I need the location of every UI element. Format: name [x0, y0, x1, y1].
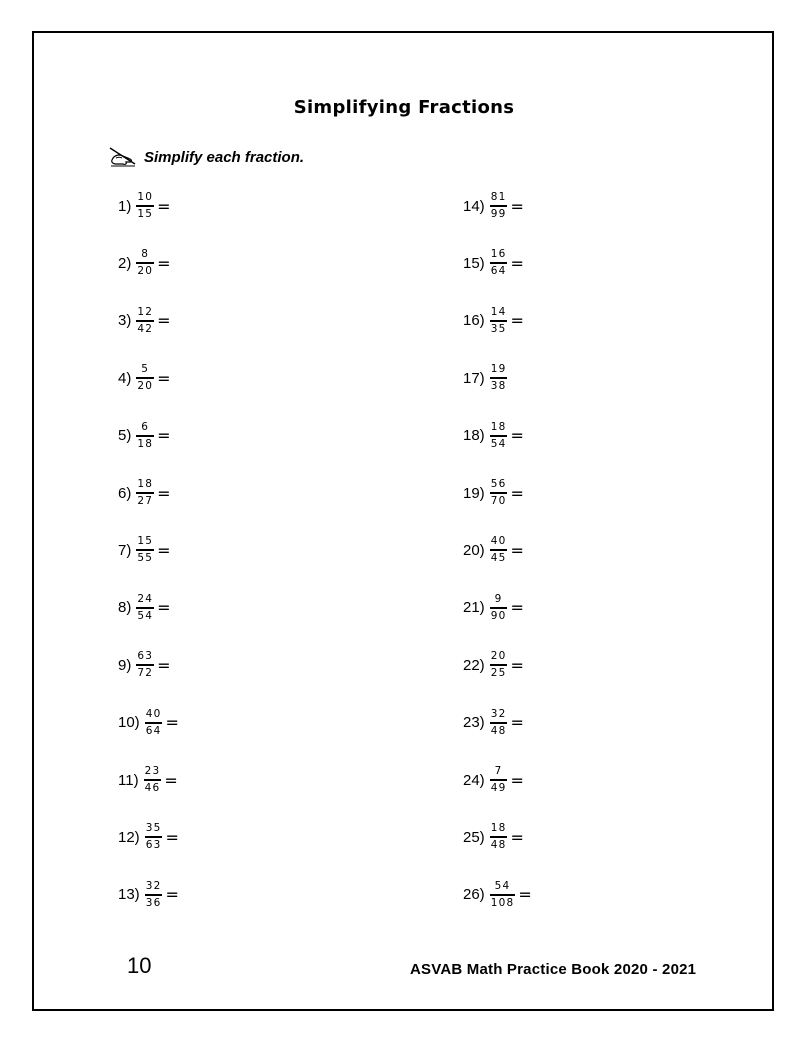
denominator: 27 — [137, 495, 154, 507]
equals-sign: = — [165, 827, 179, 847]
problem-number: 20) — [463, 541, 485, 559]
numerator: 18 — [490, 420, 507, 433]
denominator: 72 — [137, 667, 154, 680]
denominator: 35 — [490, 322, 507, 335]
numerator: 9 — [494, 592, 503, 605]
denominator: 25 — [490, 667, 507, 680]
denominator: 64 — [490, 265, 507, 278]
problem-number: 6) — [118, 484, 132, 502]
numerator: 14 — [490, 305, 507, 318]
denominator: 45 — [490, 552, 507, 565]
equals-sign: = — [510, 655, 524, 675]
fraction — [136, 191, 154, 221]
numerator: 6 — [141, 420, 150, 433]
equals-sign: = — [157, 655, 171, 675]
fraction — [145, 822, 163, 852]
denominator: 38 — [490, 380, 507, 393]
fraction — [490, 880, 516, 910]
problem-number: 12) — [118, 828, 140, 846]
problem-item — [118, 358, 171, 398]
numerator: 40 — [490, 535, 507, 548]
problem-number: 22) — [463, 656, 485, 674]
page-border — [32, 31, 774, 1011]
fraction — [145, 880, 163, 910]
numerator: 15 — [137, 535, 154, 548]
problem-item — [463, 703, 524, 743]
denominator: 55 — [137, 552, 154, 565]
numerator: 18 — [490, 822, 507, 835]
problem-item — [463, 760, 524, 800]
numerator: 63 — [137, 650, 154, 663]
problem-item — [463, 530, 524, 570]
problem-item — [118, 703, 179, 743]
denominator: 36 — [145, 896, 162, 909]
problem-number: 21) — [463, 599, 485, 617]
denominator: 70 — [490, 495, 507, 507]
fraction — [136, 248, 154, 278]
fraction — [490, 593, 508, 623]
equals-sign: = — [510, 483, 524, 503]
fraction — [136, 363, 154, 393]
problem-number: 13) — [118, 886, 140, 904]
equals-sign: = — [510, 540, 524, 560]
problem-item — [463, 817, 524, 857]
equals-sign: = — [510, 196, 524, 216]
numerator: 16 — [490, 248, 507, 261]
denominator: 48 — [490, 839, 507, 852]
problem-number: 26) — [463, 886, 485, 904]
problem-item — [118, 588, 171, 628]
problem-number: 9) — [118, 656, 132, 674]
numerator: 24 — [137, 592, 154, 605]
problem-item — [118, 645, 171, 685]
equals-sign: = — [157, 540, 171, 560]
equals-sign: = — [157, 368, 171, 388]
problem-number: 25) — [463, 828, 485, 846]
fraction — [490, 708, 508, 738]
fraction — [490, 421, 508, 451]
numerator: 23 — [144, 765, 161, 777]
instruction-row — [108, 146, 304, 168]
problem-number: 16) — [463, 312, 485, 330]
numerator: 8 — [141, 248, 150, 261]
problem-item — [118, 473, 171, 513]
denominator: 49 — [490, 782, 507, 794]
equals-sign: = — [157, 311, 171, 331]
problem-number: 3) — [118, 312, 132, 330]
book-title: ASVAB Math Practice Book 2020 - 2021 — [410, 961, 697, 978]
equals-sign: = — [510, 713, 524, 733]
fraction — [490, 478, 508, 508]
equals-sign: = — [510, 827, 524, 847]
problem-item — [118, 416, 171, 456]
fraction — [490, 363, 508, 393]
problem-item — [463, 588, 524, 628]
numerator: 35 — [145, 822, 162, 835]
page-number: 10 — [127, 953, 152, 978]
equals-sign: = — [157, 426, 171, 446]
problem-item — [463, 416, 524, 456]
fraction — [136, 306, 154, 336]
denominator: 15 — [137, 208, 154, 220]
writing-hand-icon — [108, 146, 138, 168]
fraction — [145, 708, 163, 738]
problem-number: 7) — [118, 541, 132, 559]
problem-item — [118, 817, 179, 857]
fraction — [490, 650, 508, 680]
problem-number: 2) — [118, 254, 132, 272]
fraction — [490, 535, 508, 565]
fraction — [136, 593, 154, 623]
problem-item — [118, 301, 171, 341]
numerator: 18 — [137, 478, 154, 490]
equals-sign: = — [510, 253, 524, 273]
numerator: 5 — [141, 363, 150, 376]
fraction — [490, 248, 508, 278]
fraction — [490, 191, 508, 221]
denominator: 99 — [490, 208, 507, 220]
denominator: 108 — [490, 896, 515, 909]
fraction — [136, 478, 154, 508]
numerator: 81 — [490, 191, 507, 203]
numerator: 40 — [145, 707, 162, 720]
problem-item — [118, 186, 171, 226]
problem-number: 10) — [118, 714, 140, 732]
denominator: 90 — [490, 609, 507, 622]
denominator: 20 — [137, 380, 154, 393]
problem-number: 17) — [463, 369, 485, 387]
equals-sign: = — [157, 483, 171, 503]
denominator: 63 — [145, 839, 162, 852]
equals-sign: = — [510, 598, 524, 618]
problem-item — [463, 473, 524, 513]
equals-sign: = — [164, 770, 178, 790]
equals-sign: = — [157, 598, 171, 618]
problem-number: 14) — [463, 197, 485, 215]
problem-item — [463, 186, 524, 226]
denominator: 46 — [144, 782, 161, 794]
numerator: 12 — [137, 305, 154, 318]
problem-item — [463, 301, 524, 341]
equals-sign: = — [165, 885, 179, 905]
numerator: 19 — [490, 363, 507, 376]
numerator: 56 — [490, 478, 507, 490]
fraction — [144, 765, 162, 795]
numerator: 32 — [490, 707, 507, 720]
numerator: 7 — [494, 765, 503, 777]
fraction — [136, 650, 154, 680]
equals-sign: = — [510, 311, 524, 331]
problem-item — [463, 875, 532, 915]
numerator: 32 — [145, 879, 162, 892]
numerator: 54 — [494, 879, 511, 892]
denominator: 54 — [137, 609, 154, 622]
fraction — [490, 765, 508, 795]
problem-number: 11) — [118, 771, 139, 789]
denominator: 20 — [137, 265, 154, 278]
fraction — [136, 421, 154, 451]
problem-number: 15) — [463, 254, 485, 272]
problem-number: 23) — [463, 714, 485, 732]
fraction — [136, 535, 154, 565]
problem-number: 19) — [463, 484, 485, 502]
problem-number: 24) — [463, 771, 485, 789]
numerator: 10 — [137, 191, 154, 203]
problem-item — [118, 875, 179, 915]
denominator: 42 — [137, 322, 154, 335]
instruction-text: Simplify each fraction. — [144, 148, 305, 166]
equals-sign: = — [510, 426, 524, 446]
denominator: 54 — [490, 437, 507, 450]
denominator: 18 — [137, 437, 154, 450]
equals-sign: = — [518, 885, 532, 905]
equals-sign: = — [157, 253, 171, 273]
problem-item — [463, 243, 524, 283]
numerator: 20 — [490, 650, 507, 663]
problem-item — [118, 530, 171, 570]
problem-number: 8) — [118, 599, 132, 617]
fraction — [490, 822, 508, 852]
problem-number: 18) — [463, 427, 485, 445]
problem-number: 1) — [118, 197, 132, 215]
problem-item — [118, 243, 171, 283]
page-title: Simplifying Fractions — [293, 97, 515, 118]
problem-number: 5) — [118, 427, 132, 445]
fraction — [490, 306, 508, 336]
problem-item — [118, 760, 178, 800]
equals-sign: = — [165, 713, 179, 733]
denominator: 64 — [145, 724, 162, 737]
problem-item — [463, 645, 524, 685]
equals-sign: = — [157, 196, 171, 216]
denominator: 48 — [490, 724, 507, 737]
problem-number: 4) — [118, 369, 132, 387]
equals-sign: = — [510, 770, 524, 790]
problem-item — [463, 358, 510, 398]
